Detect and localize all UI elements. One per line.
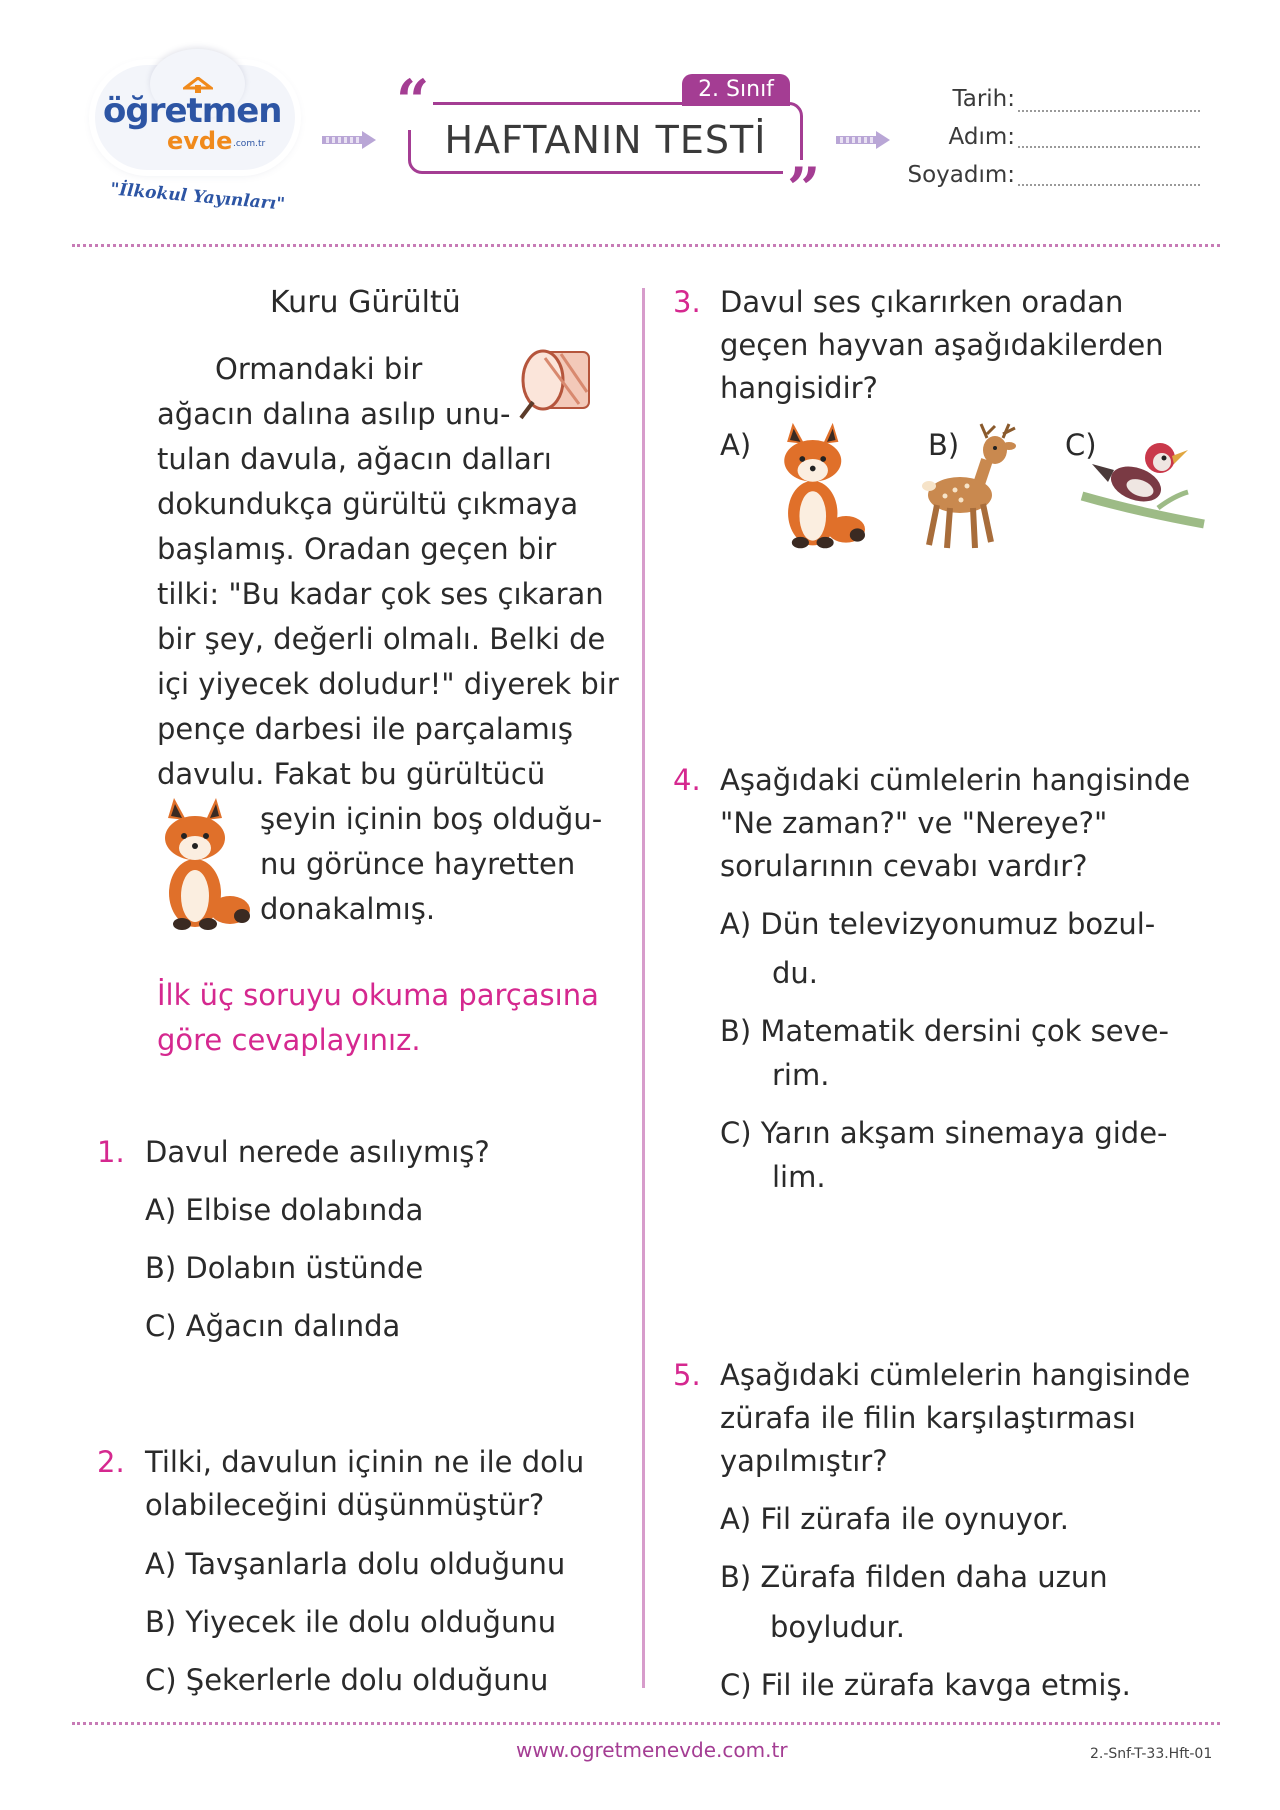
question-number: 5. bbox=[673, 1358, 701, 1392]
answer-option-continued[interactable]: lim. bbox=[772, 1160, 826, 1194]
fox-icon[interactable] bbox=[770, 422, 865, 552]
question-number: 4. bbox=[673, 763, 701, 797]
question-text: olabileceğini düşünmüştür? bbox=[145, 1488, 545, 1522]
question-number: 1. bbox=[97, 1135, 125, 1169]
story-line: Ormandaki bir bbox=[215, 352, 423, 386]
story-line: bir şey, değerli olmalı. Belki de bbox=[157, 622, 606, 656]
question-text: "Ne zaman?" ve "Nereye?" bbox=[720, 806, 1108, 840]
answer-option[interactable]: C) Fil ile zürafa kavga etmiş. bbox=[720, 1668, 1131, 1702]
answer-option[interactable]: B) Matematik dersini çok seve- bbox=[720, 1014, 1170, 1048]
answer-option[interactable]: C) Yarın akşam sinemaya gide- bbox=[720, 1116, 1168, 1150]
story-line: donakalmış. bbox=[260, 892, 436, 926]
question-number: 2. bbox=[97, 1445, 125, 1479]
name-label: Adım: bbox=[948, 124, 1015, 150]
answer-option-b[interactable]: B) bbox=[928, 428, 960, 462]
logo-domain: .com.tr bbox=[233, 139, 266, 149]
logo-word-evde: evde bbox=[167, 127, 233, 155]
logo-tagline: "İlkokul Yayınları" bbox=[109, 179, 286, 215]
answer-option-continued[interactable]: boyludur. bbox=[770, 1610, 906, 1644]
column-divider bbox=[642, 288, 645, 1688]
story-line: şeyin içinin boş olduğu- bbox=[260, 802, 603, 836]
answer-option-a[interactable]: A) bbox=[720, 428, 752, 462]
story-line: pençe darbesi ile parçalamış bbox=[157, 712, 573, 746]
answer-option[interactable]: A) Fil zürafa ile oynuyor. bbox=[720, 1502, 1069, 1536]
question-text: sorularının cevabı vardır? bbox=[720, 849, 1088, 883]
answer-option[interactable]: A) Dün televizyonumuz bozul- bbox=[720, 907, 1156, 941]
answer-option[interactable]: B) Dolabın üstünde bbox=[145, 1251, 424, 1285]
question-text: hangisidir? bbox=[720, 371, 878, 405]
answer-option-continued[interactable]: du. bbox=[772, 956, 819, 990]
story-line: dokundukça gürültü çıkmaya bbox=[157, 487, 579, 521]
footer-url[interactable]: www.ogretmenevde.com.tr bbox=[516, 1738, 788, 1762]
story-line: başlamış. Oradan geçen bir bbox=[157, 532, 557, 566]
instruction-line: göre cevaplayınız. bbox=[157, 1023, 421, 1057]
question-text: yapılmıştır? bbox=[720, 1444, 888, 1478]
surname-label: Soyadım: bbox=[907, 162, 1015, 188]
date-label: Tarih: bbox=[952, 86, 1015, 112]
answer-option[interactable]: A) Elbise dolabında bbox=[145, 1193, 424, 1227]
document-code: 2.-Snf-T-33.Hft-01 bbox=[1090, 1746, 1213, 1762]
question-text: zürafa ile filin karşılaştırması bbox=[720, 1401, 1136, 1435]
answer-option[interactable]: B) Yiyecek ile dolu olduğunu bbox=[145, 1605, 557, 1639]
answer-option-continued[interactable]: rim. bbox=[772, 1058, 830, 1092]
name-field[interactable] bbox=[1018, 146, 1200, 148]
grade-badge: 2. Sınıf bbox=[682, 74, 790, 106]
surname-field[interactable] bbox=[1018, 184, 1200, 186]
story-line: davulu. Fakat bu gürültücü bbox=[157, 757, 546, 791]
date-field[interactable] bbox=[1018, 110, 1200, 112]
question-text: Davul ses çıkarırken oradan bbox=[720, 285, 1124, 319]
answer-option[interactable]: A) Tavşanlarla dolu olduğunu bbox=[145, 1547, 566, 1581]
question-text: geçen hayvan aşağıdakilerden bbox=[720, 328, 1164, 362]
story-line: tilki: "Bu kadar çok ses çıkaran bbox=[157, 577, 604, 611]
story-line: içi yiyecek doludur!" diyerek bir bbox=[157, 667, 619, 701]
quote-close-icon: ” bbox=[783, 160, 824, 218]
footer-divider bbox=[72, 1722, 1220, 1725]
answer-option[interactable]: C) Şekerlerle dolu olduğunu bbox=[145, 1663, 549, 1697]
header-divider bbox=[72, 244, 1220, 247]
drum-icon bbox=[515, 342, 605, 422]
question-text: Davul nerede asılıymış? bbox=[145, 1135, 490, 1169]
answer-option-c[interactable]: C) bbox=[1065, 428, 1097, 462]
page-title: HAFTANIN TESTİ bbox=[444, 118, 767, 162]
woodpecker-icon[interactable] bbox=[1078, 432, 1208, 537]
question-text: Aşağıdaki cümlelerin hangisinde bbox=[720, 1358, 1191, 1392]
answer-option[interactable]: B) Zürafa filden daha uzun bbox=[720, 1560, 1108, 1594]
story-line: nu görünce hayretten bbox=[260, 847, 576, 881]
fox-icon bbox=[150, 798, 250, 933]
story-title: Kuru Gürültü bbox=[270, 285, 461, 320]
question-number: 3. bbox=[673, 285, 701, 319]
answer-option[interactable]: C) Ağacın dalında bbox=[145, 1309, 401, 1343]
logo-word-ogretmen: öğretmen bbox=[103, 91, 282, 131]
instruction-line: İlk üç soruyu okuma parçasına bbox=[157, 978, 599, 1012]
question-text: Aşağıdaki cümlelerin hangisinde bbox=[720, 763, 1191, 797]
story-line: tulan davula, ağacın dalları bbox=[157, 442, 552, 476]
deer-icon[interactable] bbox=[915, 420, 1030, 555]
question-text: Tilki, davulun içinin ne ile dolu bbox=[145, 1445, 585, 1479]
publisher-logo bbox=[95, 55, 310, 225]
quote-open-icon: “ bbox=[392, 72, 433, 130]
story-line: ağacın dalına asılıp unu- bbox=[157, 397, 511, 431]
